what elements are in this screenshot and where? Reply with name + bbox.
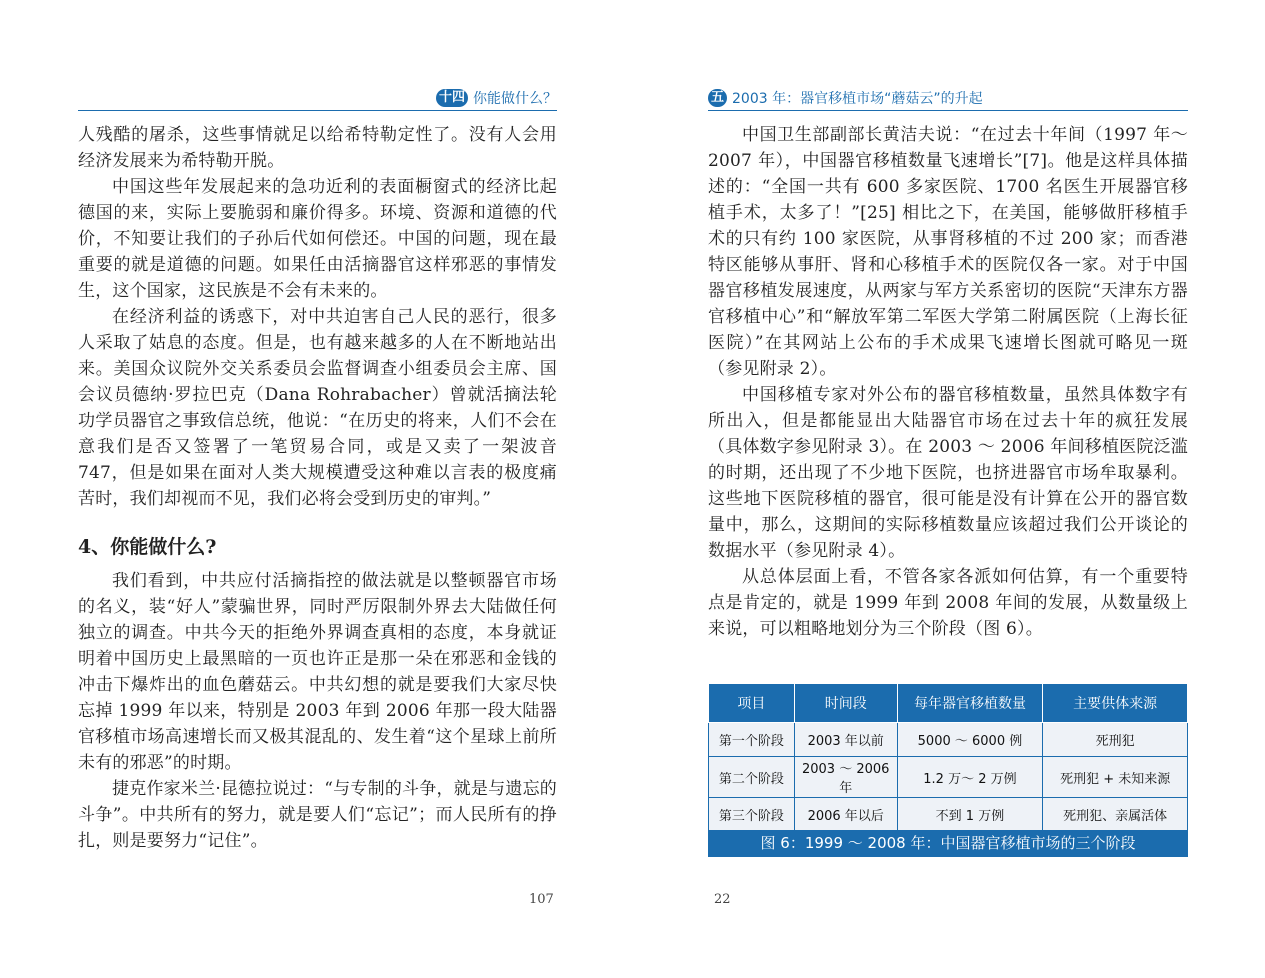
stages-table xyxy=(708,683,1188,832)
page-number: 22 xyxy=(714,892,731,907)
header-rule xyxy=(78,110,557,111)
chapter-badge: 十四 xyxy=(436,89,468,107)
table-row xyxy=(709,757,1188,798)
table-cell: 死刑犯 xyxy=(1043,723,1188,757)
table-cell: 5000 ～ 6000 例 xyxy=(897,723,1043,757)
table-cell: 1.2 万～ 2 万例 xyxy=(897,757,1043,798)
page-number: 107 xyxy=(529,892,554,907)
paragraph: 中国这些年发展起来的急功近利的表面橱窗式的经济比起德国的来，实际上要脆弱和廉价得多。环境、资源和道德的代价，不知要让我们的子孙后代如何偿还。中国的问题，现在最重要的就是道德的问题。如果任由活摘器官这样邪恶的事情发生，这个国家，这民族是不会有未来的。 xyxy=(78,177,557,301)
paragraph: 我们看到，中共应付活摘指控的做法就是以整顿器官市场的名义，装“好人”蒙骗世界，同时严厉限制外界去大陆做任何独立的调查。中共今天的拒绝外界调查真相的态度，本身就证明着中国历史上最黑暗的一页也许正是那一朵在邪恶和金钱的冲击下爆炸出的血色蘑菇云。中共幻想的就是要我们大家尽快忘掉 1999 年以来，特别是 2003 年到 2006 年那一段大陆器官移植市场高速增长而又极其混乱的、发生着“这个星球上前所未有的邪恶”的时期。 xyxy=(78,571,557,773)
table-row xyxy=(709,798,1188,832)
figure-caption: 图 6：1999 ～ 2008 年：中国器官移植市场的三个阶段 xyxy=(708,830,1188,857)
table-cell: 死刑犯 + 未知来源 xyxy=(1043,757,1188,798)
table-header-row xyxy=(709,684,1188,723)
section-heading: 4、你能做什么? xyxy=(78,536,217,558)
paragraph: 捷克作家米兰·昆德拉说过：“与专制的斗争，就是与遗忘的斗争”。中共所有的努力，就是要人们“忘记”；而人民所有的挣扎，则是要努力“记住”。 xyxy=(78,779,557,851)
paragraph: 中国移植专家对外公布的器官移植数量，虽然具体数字有所出入，但是都能显出大陆器官市场在过去十年的疯狂发展（具体数字参见附录 3）。在 2003 ～ 2006 年间移植医院泛滥的时期，还出现了不少地下医院，也挤进器官市场牟取暴利。这些地下医院移植的器官，很可能是没有计算在公开的器官数量中，那么，这期间的实际移植数量应该超过我们公开谈论的数据水平（参见附录 4）。 xyxy=(708,385,1188,561)
section-title: 2003 年：器官移植市场“蘑菇云”的升起 xyxy=(732,90,983,107)
paragraph: 人残酷的屠杀，这些事情就足以给希特勒定性了。没有人会用经济发展来为希特勒开脱。 xyxy=(78,125,557,171)
paragraph: 在经济利益的诱惑下，对中共迫害自己人民的恶行，很多人采取了姑息的态度。但是，也有越来越多的人在不断地站出来。美国众议院外交关系委员会监督调查小组委员会主席、国会议员德纳·罗拉巴克（Dana Rohrabacher）曾就活摘法轮功学员器官之事致信总统，他说：“在历史的将来，人们不会在意我们是否又签署了一笔贸易合同，或是又卖了一架波音 747，但是如果在面对人类大规模遭受这种难以言表的极度痛苦时，我们却视而不见，我们必将会受到历史的审判。” xyxy=(78,307,557,509)
column-header: 项目 xyxy=(709,684,795,723)
body-text xyxy=(78,122,557,854)
section-badge: 五 xyxy=(708,89,727,107)
column-header: 每年器官移植数量 xyxy=(897,684,1043,723)
left-page xyxy=(78,0,557,978)
table-cell: 第一个阶段 xyxy=(709,723,795,757)
column-header: 主要供体来源 xyxy=(1043,684,1188,723)
running-header xyxy=(708,87,1188,107)
table-cell: 2003 ～ 2006 年 xyxy=(794,757,897,798)
right-page xyxy=(708,0,1188,978)
table-row xyxy=(709,723,1188,757)
running-header xyxy=(78,87,557,107)
chapter-title: 你能做什么？ xyxy=(473,90,557,107)
table-cell: 第二个阶段 xyxy=(709,757,795,798)
paragraph: 从总体层面上看，不管各家各派如何估算，有一个重要特点是肯定的，就是 1999 年到 2008 年间的发展，从数量级上来说，可以粗略地划分为三个阶段（图 6）。 xyxy=(708,567,1188,639)
table-cell: 死刑犯、亲属活体 xyxy=(1043,798,1188,832)
table-cell: 2003 年以前 xyxy=(794,723,897,757)
column-header: 时间段 xyxy=(794,684,897,723)
table-cell: 第三个阶段 xyxy=(709,798,795,832)
paragraph: 中国卫生部副部长黄洁夫说：“在过去十年间（1997 年～ 2007 年），中国器官移植数量飞速增长”[7]。他是这样具体描述的：“全国一共有 600 多家医院、1700 名医生开展器官移植手术，太多了！”[25] 相比之下，在美国，能够做肝移植手术的只有约 100 家医院，从事肾移植的不过 200 家；而香港特区能够从事肝、肾和心移植手术的医院仅各一家。对于中国器官移植发展速度，从两家与军方关系密切的医院“天津东方器官移植中心”和“解放军第二军医大学第二附属医院（上海长征医院）”在其网站上公布的手术成果飞速增长图就可略见一斑（参见附录 2）。 xyxy=(708,125,1188,379)
body-text xyxy=(708,122,1188,642)
table-cell: 不到 1 万例 xyxy=(897,798,1043,832)
header-rule xyxy=(708,110,1188,111)
table-cell: 2006 年以后 xyxy=(794,798,897,832)
